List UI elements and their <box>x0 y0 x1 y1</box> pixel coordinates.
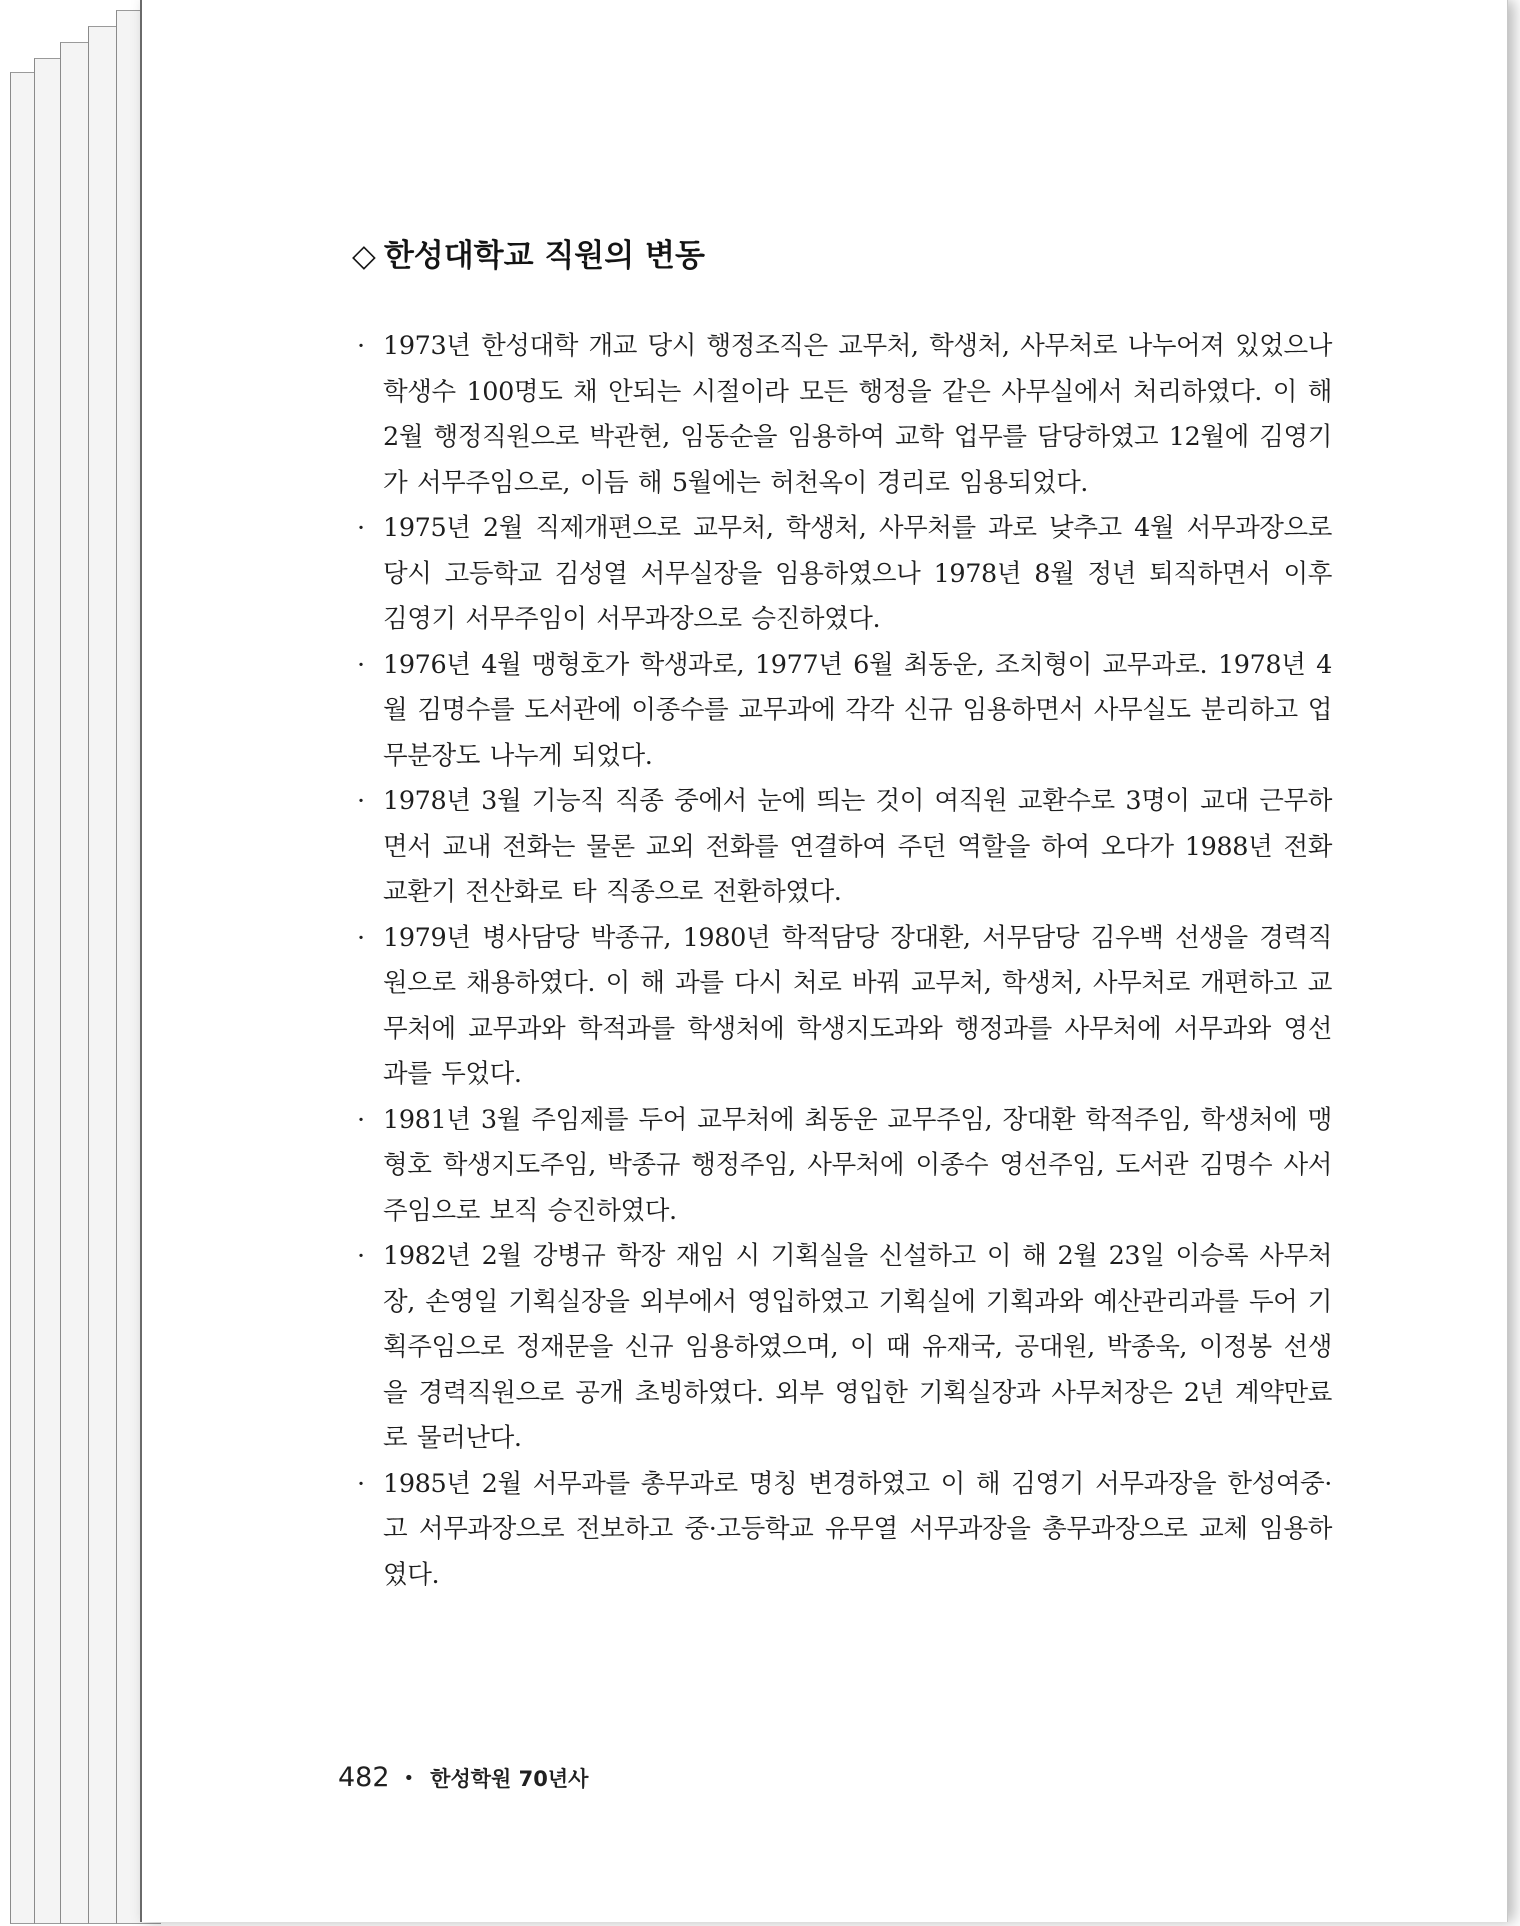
page-number: 482 <box>338 1762 390 1793</box>
list-item <box>357 643 1332 780</box>
item-text: 1978년 3월 기능직 직종 중에서 눈에 띄는 것이 여직원 교환수로 3명이 교대 근무하면서 교내 전화는 물론 교외 전화를 연결하여 주던 역할을 하여 오다가 1988년 전화교환기 전산화로 타 직종으로 전환하였다. <box>383 786 1332 907</box>
list-item <box>357 916 1332 1098</box>
section-heading <box>352 230 705 275</box>
footer-separator: • <box>403 1768 415 1789</box>
item-text: 1982년 2월 강병규 학장 재임 시 기획실을 신설하고 이 해 2월 23일 이승록 사무처장, 손영일 기획실장을 외부에서 영입하였고 기획실에 기획과와 예산관리과를 두어 기획주임으로 정재문을 신규 임용하였으며, 이 때 유재국, 공대원, 박종욱, 이정봉 선생을 경력직원으로 공개 초빙하였다. 외부 영입한 기획실장과 사무처장은 2년 계약만료로 물러난다. <box>383 1241 1332 1453</box>
item-text: 1976년 4월 맹형호가 학생과로, 1977년 6월 최동운, 조치형이 교무과로. 1978년 4월 김명수를 도서관에 이종수를 교무과에 각각 신규 임용하면서 사무실도 분리하고 업무분장도 나누게 되었다. <box>383 649 1332 771</box>
list-item <box>357 1462 1332 1599</box>
item-text: 1985년 2월 서무과를 총무과로 명칭 변경하였고 이 해 김영기 서무과장을 한성여중·고 서무과장으로 전보하고 중·고등학교 유무열 서무과장을 총무과장으로 교체 임용하였다. <box>383 1468 1332 1590</box>
list-item <box>357 779 1332 916</box>
item-text: 1981년 3월 주임제를 두어 교무처에 최동운 교무주임, 장대환 학적주임, 학생처에 맹형호 학생지도주임, 박종규 행정주임, 사무처에 이종수 영선주임, 도서관 김명수 사서주임으로 보직 승진하였다. <box>383 1104 1332 1226</box>
bullet-marker: · <box>357 1468 365 1499</box>
diamond-marker-icon: ◇ <box>352 238 376 274</box>
bullet-marker: · <box>357 1104 365 1135</box>
item-text: 1973년 한성대학 개교 당시 행정조직은 교무처, 학생처, 사무처로 나누어져 있었으나 학생수 100명도 채 안되는 시절이라 모든 행정을 같은 사무실에서 처리하였다. 이 해 2월 행정직원으로 박관현, 임동순을 임용하여 교학 업무를 담당하였고 12월에 김영기가 서무주임으로, 이듬 해 5월에는 허천옥이 경리로 임용되었다. <box>383 331 1332 498</box>
bullet-marker: · <box>357 649 365 680</box>
list-item <box>357 1098 1332 1235</box>
item-text: 1979년 병사담당 박종규, 1980년 학적담당 장대환, 서무담당 김우백 선생을 경력직원으로 채용하였다. 이 해 과를 다시 처로 바꿔 교무처, 학생처, 사무처로 개편하고 교무처에 교무과와 학적과를 학생처에 학생지도과와 행정과를 사무처에 서무과와 영선과를 두었다. <box>383 922 1332 1089</box>
list-item <box>357 1234 1332 1462</box>
bullet-marker: · <box>357 786 365 816</box>
list-item <box>357 324 1332 506</box>
item-text: 1975년 2월 직제개편으로 교무처, 학생처, 사무처를 과로 낮추고 4월 서무과장으로 당시 고등학교 김성열 서무실장을 임용하였으나 1978년 8월 정년 퇴직하면서 이후 김영기 서무주임이 서무과장으로 승진하였다. <box>383 513 1332 634</box>
bullet-marker: · <box>357 331 365 361</box>
bullet-marker: · <box>357 922 365 953</box>
section-title: 한성대학교 직원의 변동 <box>383 238 705 274</box>
book-title: 한성학원 70년사 <box>430 1766 589 1791</box>
bullet-marker: · <box>357 513 365 543</box>
bullet-marker: · <box>357 1241 365 1271</box>
history-list <box>357 324 1332 1598</box>
list-item <box>357 506 1332 643</box>
page-footer <box>338 1762 588 1793</box>
